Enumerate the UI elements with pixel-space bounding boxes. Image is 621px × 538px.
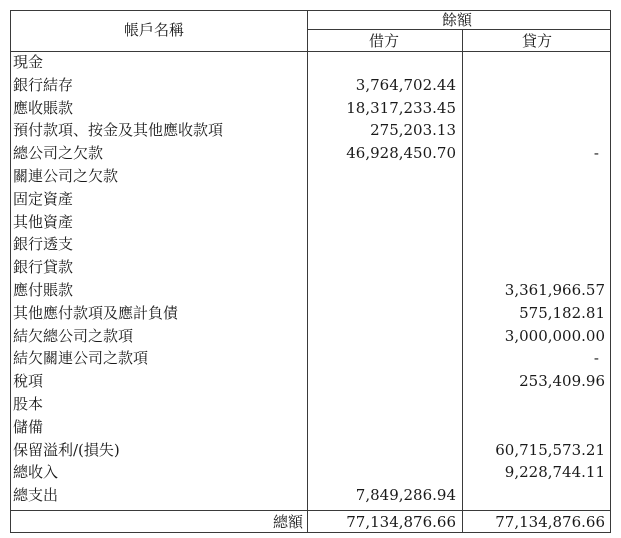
account-name: 應收賬款 bbox=[13, 99, 74, 117]
total-top-border bbox=[10, 510, 611, 511]
table-bottom-border bbox=[10, 532, 611, 533]
account-name: 關連公司之欠款 bbox=[13, 167, 119, 185]
header-balance: 餘額 bbox=[442, 11, 473, 29]
credit-amount: 575,182.81 bbox=[519, 304, 605, 322]
credit-amount: 3,000,000.00 bbox=[504, 327, 605, 345]
account-name: 結欠關連公司之款項 bbox=[13, 349, 149, 367]
debit-credit-divider bbox=[462, 29, 463, 532]
total-credit: 77,134,876.66 bbox=[495, 513, 605, 531]
account-name: 總收入 bbox=[13, 463, 59, 481]
debit-amount: 275,203.13 bbox=[370, 121, 456, 139]
credit-amount: 3,361,966.57 bbox=[504, 281, 605, 299]
header-credit: 貸方 bbox=[522, 32, 553, 50]
balance-divider bbox=[307, 29, 611, 30]
credit-amount: 9,228,744.11 bbox=[504, 463, 605, 481]
account-column-divider bbox=[307, 10, 308, 532]
debit-amount: 18,317,233.45 bbox=[346, 99, 456, 117]
credit-amount: 60,715,573.21 bbox=[495, 441, 605, 459]
credit-amount: 253,409.96 bbox=[519, 372, 605, 390]
account-name: 固定資產 bbox=[13, 190, 74, 208]
account-name: 銀行透支 bbox=[13, 235, 74, 253]
table-right-border bbox=[610, 10, 611, 532]
account-name: 預付款項、按金及其他應收款項 bbox=[13, 121, 224, 139]
account-name: 股本 bbox=[13, 395, 44, 413]
credit-amount: - bbox=[593, 144, 599, 162]
account-name: 銀行結存 bbox=[13, 76, 74, 94]
header-bottom-border bbox=[10, 51, 611, 52]
debit-amount: 3,764,702.44 bbox=[355, 76, 456, 94]
header-account-name: 帳戶名稱 bbox=[124, 21, 185, 39]
total-label: 總額 bbox=[273, 513, 304, 531]
account-name: 稅項 bbox=[13, 372, 44, 390]
credit-amount: - bbox=[593, 349, 599, 367]
account-name: 保留溢利/(損失) bbox=[13, 441, 120, 459]
account-name: 其他資產 bbox=[13, 213, 74, 231]
table-top-border bbox=[10, 10, 611, 11]
debit-amount: 46,928,450.70 bbox=[346, 144, 456, 162]
table-left-border bbox=[10, 10, 11, 532]
account-name: 總支出 bbox=[13, 486, 59, 504]
account-name: 銀行貸款 bbox=[13, 258, 74, 276]
account-name: 其他應付款項及應計負債 bbox=[13, 304, 179, 322]
account-name: 儲備 bbox=[13, 418, 44, 436]
total-debit: 77,134,876.66 bbox=[346, 513, 456, 531]
header-debit: 借方 bbox=[369, 32, 400, 50]
account-name: 現金 bbox=[13, 53, 44, 71]
account-name: 總公司之欠款 bbox=[13, 144, 104, 162]
account-name: 結欠總公司之款項 bbox=[13, 327, 134, 345]
account-name: 應付賬款 bbox=[13, 281, 74, 299]
debit-amount: 7,849,286.94 bbox=[355, 486, 456, 504]
